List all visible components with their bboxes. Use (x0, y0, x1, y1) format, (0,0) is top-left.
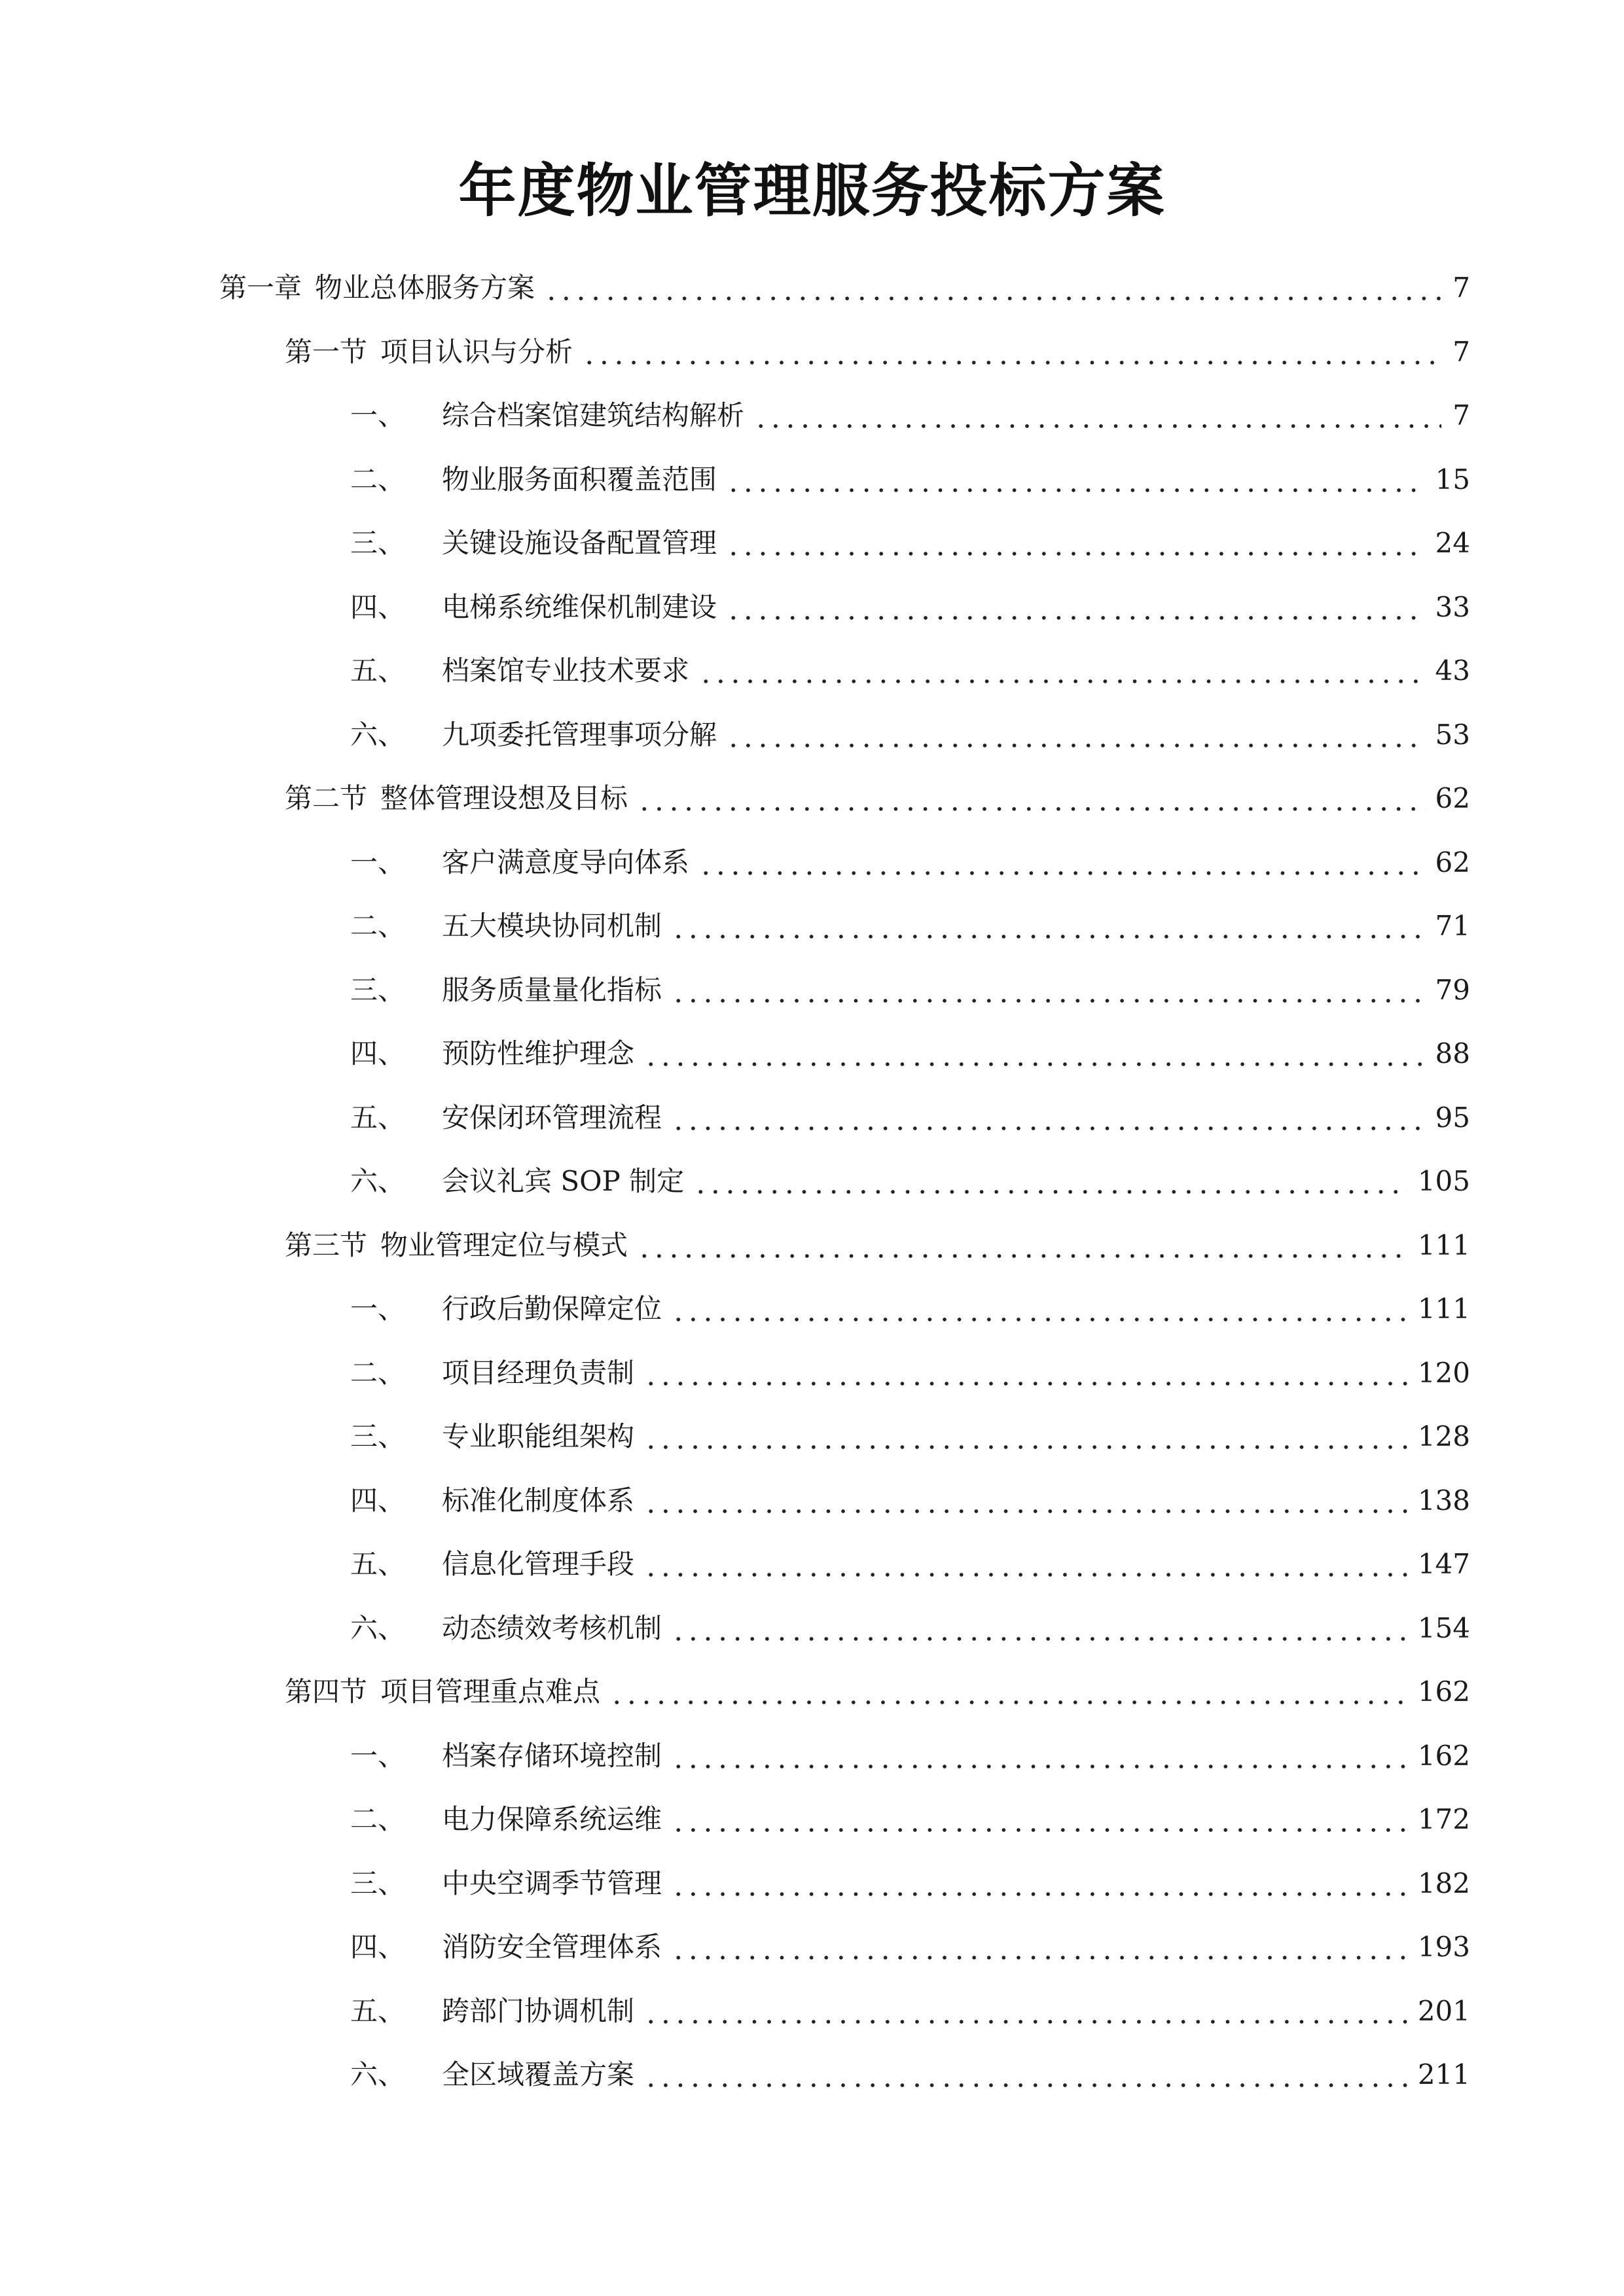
toc-entry-number: 四、 (350, 1037, 406, 1069)
toc-dot-leader (671, 1793, 1409, 1846)
toc-entry-number: 五、 (350, 655, 406, 687)
toc-entry-item[interactable] (350, 2049, 1470, 2101)
toc-entry-title: 项目经理负责制 (442, 1356, 635, 1389)
toc-entry-number: 第一章 (219, 272, 302, 304)
toc-entry-page: 120 (1417, 1356, 1470, 1389)
toc-entry-page: 33 (1435, 590, 1470, 623)
toc-entry-chapter[interactable] (219, 262, 1470, 314)
toc-entry-number: 三、 (350, 1867, 406, 1899)
toc-entry-title: 信息化管理手段 (442, 1548, 635, 1580)
toc-entry-item[interactable] (350, 1985, 1470, 2037)
toc-entry-item[interactable] (350, 1092, 1470, 1144)
toc-entry-item[interactable] (350, 1857, 1470, 1910)
toc-entry-section[interactable] (285, 1219, 1470, 1272)
toc-entry-item[interactable] (350, 645, 1470, 697)
toc-entry-item[interactable] (350, 1028, 1470, 1080)
toc-entry-page: 211 (1417, 2058, 1470, 2090)
toc-entry-page: 111 (1417, 1229, 1470, 1261)
toc-entry-title: 电力保障系统运维 (442, 1803, 662, 1835)
toc-dot-leader (726, 517, 1426, 569)
toc-entry-title: 档案存储环境控制 (442, 1739, 662, 1772)
toc-entry-item[interactable] (350, 1538, 1470, 1590)
toc-entry-page: 162 (1417, 1739, 1470, 1772)
toc-entry-page: 172 (1417, 1803, 1470, 1835)
toc-entry-number: 第三节 (285, 1229, 368, 1261)
toc-dot-leader (726, 709, 1426, 761)
toc-entry-number: 五、 (350, 1548, 406, 1580)
toc-dot-leader (643, 1985, 1409, 2037)
toc-entry-page: 193 (1417, 1931, 1470, 1963)
toc-entry-page: 162 (1417, 1676, 1470, 1708)
toc-entry-number: 二、 (350, 1803, 406, 1835)
toc-entry-number: 一、 (350, 399, 406, 431)
toc-entry-title: 关键设施设备配置管理 (442, 527, 717, 559)
toc-entry-item[interactable] (350, 709, 1470, 761)
toc-entry-item[interactable] (350, 964, 1470, 1016)
toc-dot-leader (753, 389, 1441, 442)
toc-entry-number: 六、 (350, 1611, 406, 1644)
toc-entry-title: 全区域覆盖方案 (442, 2058, 635, 2090)
toc-entry-page: 182 (1417, 1867, 1470, 1899)
toc-dot-leader (671, 1921, 1409, 1973)
toc-dot-leader (726, 581, 1426, 634)
toc-entry-page: 7 (1453, 335, 1470, 368)
toc-dot-leader (609, 1666, 1409, 1718)
toc-entry-title: 行政后勤保障定位 (442, 1293, 662, 1325)
toc-entry-number: 四、 (350, 1484, 406, 1516)
page-title: 年度物业管理服务投标方案 (458, 157, 1166, 224)
toc-entry-number: 五、 (350, 1101, 406, 1134)
toc-entry-title: 预防性维护理念 (442, 1037, 635, 1069)
toc-entry-item[interactable] (350, 389, 1470, 442)
toc-entry-title: 九项委托管理事项分解 (442, 718, 717, 751)
toc-entry-number: 六、 (350, 718, 406, 751)
toc-entry-item[interactable] (350, 1283, 1470, 1335)
toc-dot-leader (671, 1730, 1409, 1782)
toc-entry-page: 71 (1435, 910, 1470, 942)
toc-entry-number: 一、 (350, 1293, 406, 1325)
toc-entry-title: 物业管理定位与模式 (380, 1229, 628, 1261)
toc-entry-number: 二、 (350, 463, 406, 495)
toc-entry-item[interactable] (350, 1475, 1470, 1527)
toc-entry-number: 四、 (350, 590, 406, 623)
toc-dot-leader (671, 900, 1426, 952)
toc-entry-page: 201 (1417, 1994, 1470, 2027)
toc-entry-number: 第四节 (285, 1676, 368, 1708)
toc-dot-leader (643, 2049, 1409, 2101)
toc-dot-leader (726, 454, 1426, 506)
toc-entry-number: 二、 (350, 1356, 406, 1389)
toc-entry-page: 105 (1417, 1165, 1470, 1197)
toc-entry-title: 整体管理设想及目标 (380, 782, 628, 814)
toc-entry-page: 7 (1453, 272, 1470, 304)
toc-entry-title: 综合档案馆建筑结构解析 (442, 399, 745, 431)
toc-dot-leader (698, 645, 1426, 697)
toc-dot-leader (643, 1028, 1426, 1080)
toc-entry-section[interactable] (285, 326, 1470, 378)
toc-dot-leader (671, 1857, 1409, 1910)
toc-dot-leader (671, 964, 1426, 1016)
toc-dot-leader (671, 1092, 1426, 1144)
toc-entry-number: 四、 (350, 1931, 406, 1963)
toc-entry-number: 五、 (350, 1994, 406, 2027)
toc-dot-leader (671, 1602, 1409, 1655)
toc-entry-page: 95 (1435, 1101, 1470, 1134)
toc-entry-title: 项目管理重点难点 (380, 1676, 601, 1708)
toc-entry-page: 147 (1417, 1548, 1470, 1580)
toc-dot-leader (637, 1219, 1409, 1272)
toc-entry-item[interactable] (350, 581, 1470, 634)
toc-entry-title: 安保闭环管理流程 (442, 1101, 662, 1134)
toc-entry-item[interactable] (350, 1921, 1470, 1973)
toc-entry-item[interactable] (350, 900, 1470, 952)
toc-entry-title: 专业职能组架构 (442, 1420, 635, 1452)
toc-entry-title: 服务质量量化指标 (442, 973, 662, 1006)
toc-dot-leader (643, 1475, 1409, 1527)
toc-dot-leader (637, 772, 1426, 825)
toc-entry-item[interactable] (350, 1347, 1470, 1399)
toc-entry-title: 物业服务面积覆盖范围 (442, 463, 717, 495)
toc-entry-item[interactable] (350, 1793, 1470, 1846)
toc-entry-item[interactable] (350, 1155, 1470, 1208)
toc-entry-page: 128 (1417, 1420, 1470, 1452)
toc-entry-title: 标准化制度体系 (442, 1484, 635, 1516)
toc-dot-leader (643, 1538, 1409, 1590)
toc-entry-number: 第一节 (285, 335, 368, 368)
toc-entry-title: 五大模块协同机制 (442, 910, 662, 942)
toc-entry-item[interactable] (350, 1602, 1470, 1655)
toc-entry-page: 24 (1435, 527, 1470, 559)
toc-entry-page: 111 (1417, 1293, 1470, 1325)
toc-dot-leader (671, 1283, 1409, 1335)
toc-entry-number: 六、 (350, 2058, 406, 2090)
toc-entry-page: 138 (1417, 1484, 1470, 1516)
toc-entry-title: 会议礼宾 SOP 制定 (442, 1165, 685, 1197)
toc-entry-title: 档案馆专业技术要求 (442, 655, 690, 687)
toc-entry-section[interactable] (285, 1666, 1470, 1718)
toc-entry-page: 43 (1435, 655, 1470, 687)
toc-entry-page: 88 (1435, 1037, 1470, 1069)
toc-entry-number: 三、 (350, 1420, 406, 1452)
toc-dot-leader (693, 1155, 1409, 1208)
toc-entry-number: 三、 (350, 973, 406, 1006)
toc-entry-number: 三、 (350, 527, 406, 559)
toc-entry-page: 154 (1417, 1611, 1470, 1644)
toc-dot-leader (698, 836, 1426, 889)
toc-entry-title: 跨部门协调机制 (442, 1994, 635, 2027)
toc-entry-item[interactable] (350, 1410, 1470, 1463)
toc-dot-leader (582, 326, 1441, 378)
toc-dot-leader (643, 1410, 1409, 1463)
toc-entry-title: 消防安全管理体系 (442, 1931, 662, 1963)
toc-entry-page: 7 (1453, 399, 1470, 431)
toc-entry-title: 动态绩效考核机制 (442, 1611, 662, 1644)
toc-entry-title: 项目认识与分析 (380, 335, 573, 368)
toc-dot-leader (643, 1347, 1409, 1399)
toc-entry-item[interactable] (350, 836, 1470, 889)
toc-entry-title: 中央空调季节管理 (442, 1867, 662, 1899)
toc-entry-page: 79 (1435, 973, 1470, 1006)
toc-entry-number: 一、 (350, 846, 406, 878)
toc-entry-page: 53 (1435, 718, 1470, 751)
toc-entry-page: 62 (1435, 846, 1470, 878)
toc-entry-title: 物业总体服务方案 (315, 272, 535, 304)
toc-entry-item[interactable] (350, 1730, 1470, 1782)
toc-entry-page: 15 (1435, 463, 1470, 495)
toc-entry-title: 电梯系统维保机制建设 (442, 590, 717, 623)
toc-entry-number: 二、 (350, 910, 406, 942)
toc-entry-number: 六、 (350, 1165, 406, 1197)
toc-dot-leader (544, 262, 1441, 314)
toc-entry-page: 62 (1435, 782, 1470, 814)
toc-entry-title: 客户满意度导向体系 (442, 846, 690, 878)
toc-entry-item[interactable] (350, 454, 1470, 506)
toc-entry-number: 第二节 (285, 782, 368, 814)
toc-entry-section[interactable] (285, 772, 1470, 825)
toc-entry-number: 一、 (350, 1739, 406, 1772)
toc-entry-item[interactable] (350, 517, 1470, 569)
